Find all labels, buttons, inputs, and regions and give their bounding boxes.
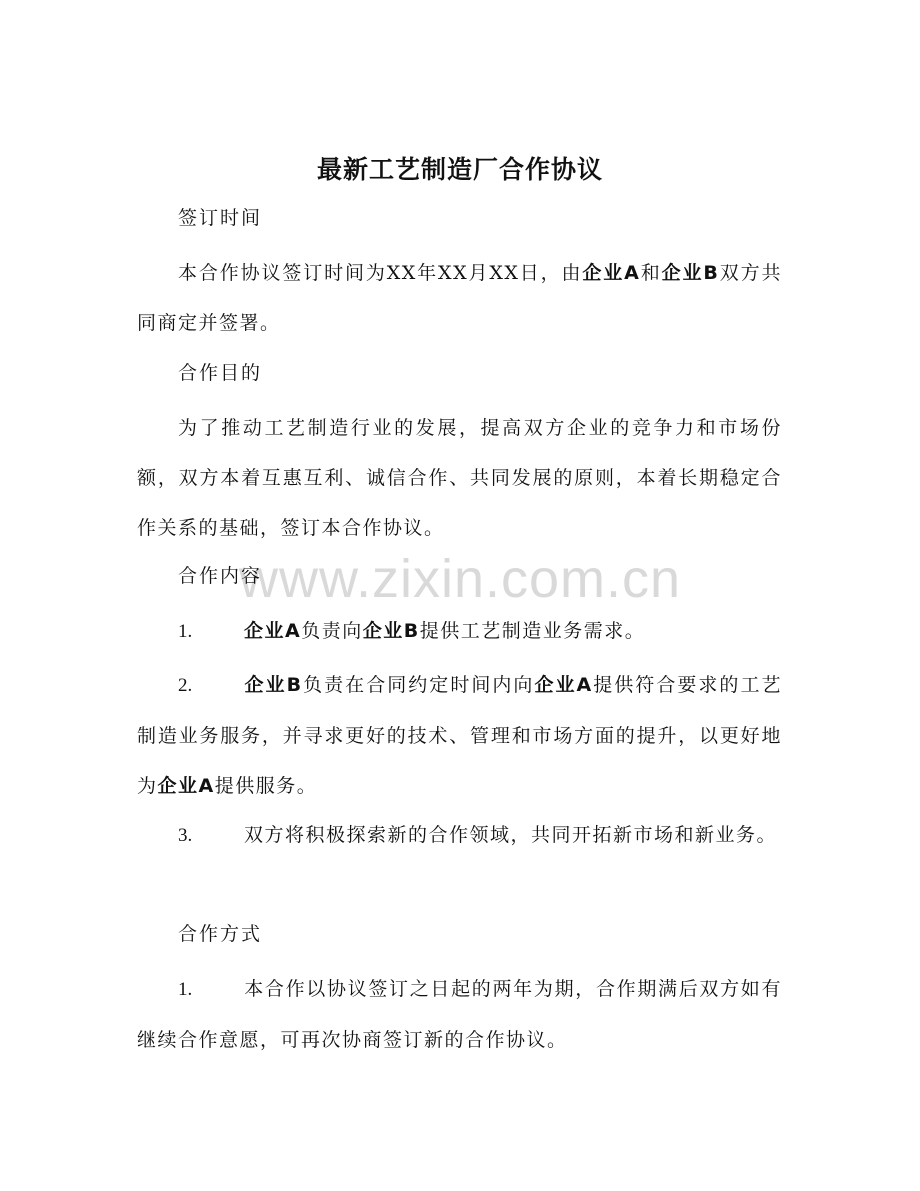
heading-signing-time: 签订时间 xyxy=(178,207,263,229)
document-title: 最新工艺制造厂合作协议 xyxy=(316,155,603,184)
paragraph-signing-time: 本合作协议签订时间为XX年XX月XX日，由企业A和企业B双方共同商定并签署。 xyxy=(137,262,782,334)
heading-content: 合作内容 xyxy=(178,565,263,587)
heading-purpose: 合作目的 xyxy=(178,362,263,384)
content-item-2: 2. 企业B负责在合同约定时间内向企业A提供符合要求的工艺制造业务服务，并寻求更好的技术、管理和市场方面的提升，以更好地为企业A提供服务。 xyxy=(137,674,782,797)
method-item-1: 1. 本合作以协议签订之日起的两年为期，合作期满后双方如有继续合作意愿，可再次协商签订新的合作协议。 xyxy=(137,978,782,1051)
content-item-1: 1. 企业A负责向企业B提供工艺制造业务需求。 xyxy=(178,620,646,642)
paragraph-purpose: 为了推动工艺制造行业的发展，提高双方企业的竞争力和市场份额，双方本着互惠互利、诚信合作、共同发展的原则，本着长期稳定合作关系的基础，签订本合作协议。 xyxy=(137,417,782,539)
content-item-3: 3. 双方将积极探索新的合作领域，共同开拓新市场和新业务。 xyxy=(178,824,778,846)
watermark: www.zixin.com.cn xyxy=(238,549,682,609)
heading-method: 合作方式 xyxy=(178,923,263,945)
